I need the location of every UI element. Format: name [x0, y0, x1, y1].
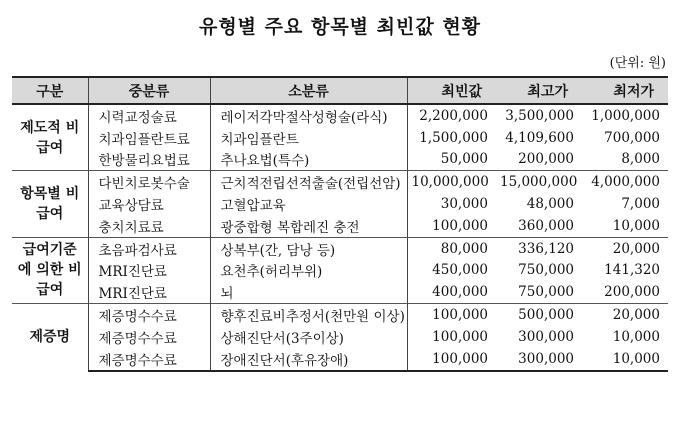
table-row: [12, 171, 668, 193]
group-label: 항목별 비급여: [12, 171, 88, 237]
mode-price-cell: 1,500,000: [419, 129, 488, 146]
max-price-cell: 750,000: [518, 284, 574, 301]
mode-price-cell: 100,000: [407, 348, 496, 371]
max-price-cell: 3,500,000: [496, 104, 582, 127]
min-price-cell: 200,000: [604, 284, 660, 301]
table-row: [12, 215, 668, 237]
sub-category-cell: 근치적전립선적출술(전립선암): [210, 171, 407, 193]
max-price-cell: 300,000: [496, 348, 582, 371]
mid-category-cell: 교육상담료: [88, 193, 210, 215]
sub-category-cell: 추나요법(특수): [210, 149, 407, 171]
sub-category-cell: 상복부(간, 담낭 등): [210, 237, 407, 259]
min-price-cell: 20,000: [582, 304, 668, 326]
mid-category-cell: 충치치료료: [88, 215, 210, 237]
mode-price-cell: 450,000: [432, 262, 488, 279]
page-title: 유형별 주요 항목별 최빈값 현황: [198, 16, 482, 38]
mid-category-cell: MRI진단료: [88, 260, 210, 282]
table-row: [12, 104, 668, 127]
mid-category-cell: MRI진단료: [88, 281, 210, 303]
group-label: 제증명: [12, 304, 88, 371]
mid-category-cell: 치과임플란트료: [88, 127, 210, 149]
min-price-cell: 8,000: [621, 151, 660, 168]
min-price-cell: 141,320: [604, 262, 660, 279]
mid-category-cell: 한방물리요법료: [88, 149, 210, 171]
mid-category-cell: 시력교정술료: [88, 104, 210, 127]
mid-category-cell: 제증명수수료: [88, 348, 210, 371]
header-category: 구분: [12, 77, 88, 104]
max-price-cell: 360,000: [518, 217, 574, 234]
mode-price-cell: 100,000: [432, 328, 488, 345]
header-min-price: 최저가: [582, 77, 668, 104]
max-price-cell: 200,000: [518, 151, 574, 168]
table-row: [12, 348, 668, 371]
min-price-cell: 10,000: [582, 348, 668, 371]
mode-price-cell: 2,200,000: [407, 104, 496, 127]
header-mode-price: 최빈값: [407, 77, 496, 104]
sub-category-cell: 향후진료비추정서(천만원 이상): [210, 304, 407, 326]
sub-category-cell: 레이저각막절삭성형술(라식): [210, 104, 407, 127]
mid-category-cell: 제증명수수료: [88, 326, 210, 348]
sub-category-cell: 뇌: [210, 281, 407, 303]
sub-category-cell: 상해진단서(3주이상): [210, 326, 407, 348]
table-row: [12, 149, 668, 171]
max-price-cell: 48,000: [526, 196, 574, 213]
mode-price-cell: 30,000: [440, 196, 488, 213]
group-label: 급여기준에 의한 비급여: [12, 237, 88, 303]
max-price-cell: 750,000: [518, 262, 574, 279]
min-price-cell: 4,000,000: [582, 171, 668, 193]
mid-category-cell: 제증명수수료: [88, 304, 210, 326]
max-price-cell: 15,000,000: [496, 171, 582, 193]
table-row: [12, 326, 668, 348]
table-row: [12, 281, 668, 303]
table-row: [12, 237, 668, 259]
sub-category-cell: 광중합형 복합레진 충전: [210, 215, 407, 237]
table-row: [12, 127, 668, 149]
sub-category-cell: 요천추(허리부위): [210, 260, 407, 282]
price-table: [12, 76, 668, 372]
max-price-cell: 500,000: [496, 304, 582, 326]
sub-category-cell: 장애진단서(후유장애): [210, 348, 407, 371]
mode-price-cell: 100,000: [407, 304, 496, 326]
unit-label: (단위: 원): [609, 56, 666, 71]
mode-price-cell: 10,000,000: [407, 171, 496, 193]
group-label: 제도적 비급여: [12, 104, 88, 171]
mode-price-cell: 80,000: [407, 237, 496, 259]
header-mid-category: 중분류: [88, 77, 210, 104]
table-row: [12, 304, 668, 326]
min-price-cell: 10,000: [612, 328, 660, 345]
max-price-cell: 4,109,600: [505, 129, 574, 146]
min-price-cell: 1,000,000: [582, 104, 668, 127]
sub-category-cell: 고혈압교육: [210, 193, 407, 215]
min-price-cell: 700,000: [604, 129, 660, 146]
min-price-cell: 20,000: [582, 237, 668, 259]
mid-category-cell: 초음파검사료: [88, 237, 210, 259]
header-sub-category: 소분류: [210, 77, 407, 104]
mode-price-cell: 100,000: [432, 217, 488, 234]
table-row: [12, 260, 668, 282]
min-price-cell: 10,000: [612, 217, 660, 234]
mid-category-cell: 다빈치로봇수술: [88, 171, 210, 193]
header-max-price: 최고가: [496, 77, 582, 104]
sub-category-cell: 치과임플란트: [210, 127, 407, 149]
mode-price-cell: 50,000: [440, 151, 488, 168]
table-row: [12, 193, 668, 215]
max-price-cell: 336,120: [496, 237, 582, 259]
mode-price-cell: 400,000: [432, 284, 488, 301]
max-price-cell: 300,000: [518, 328, 574, 345]
header-row: [12, 77, 668, 104]
min-price-cell: 7,000: [621, 196, 660, 213]
